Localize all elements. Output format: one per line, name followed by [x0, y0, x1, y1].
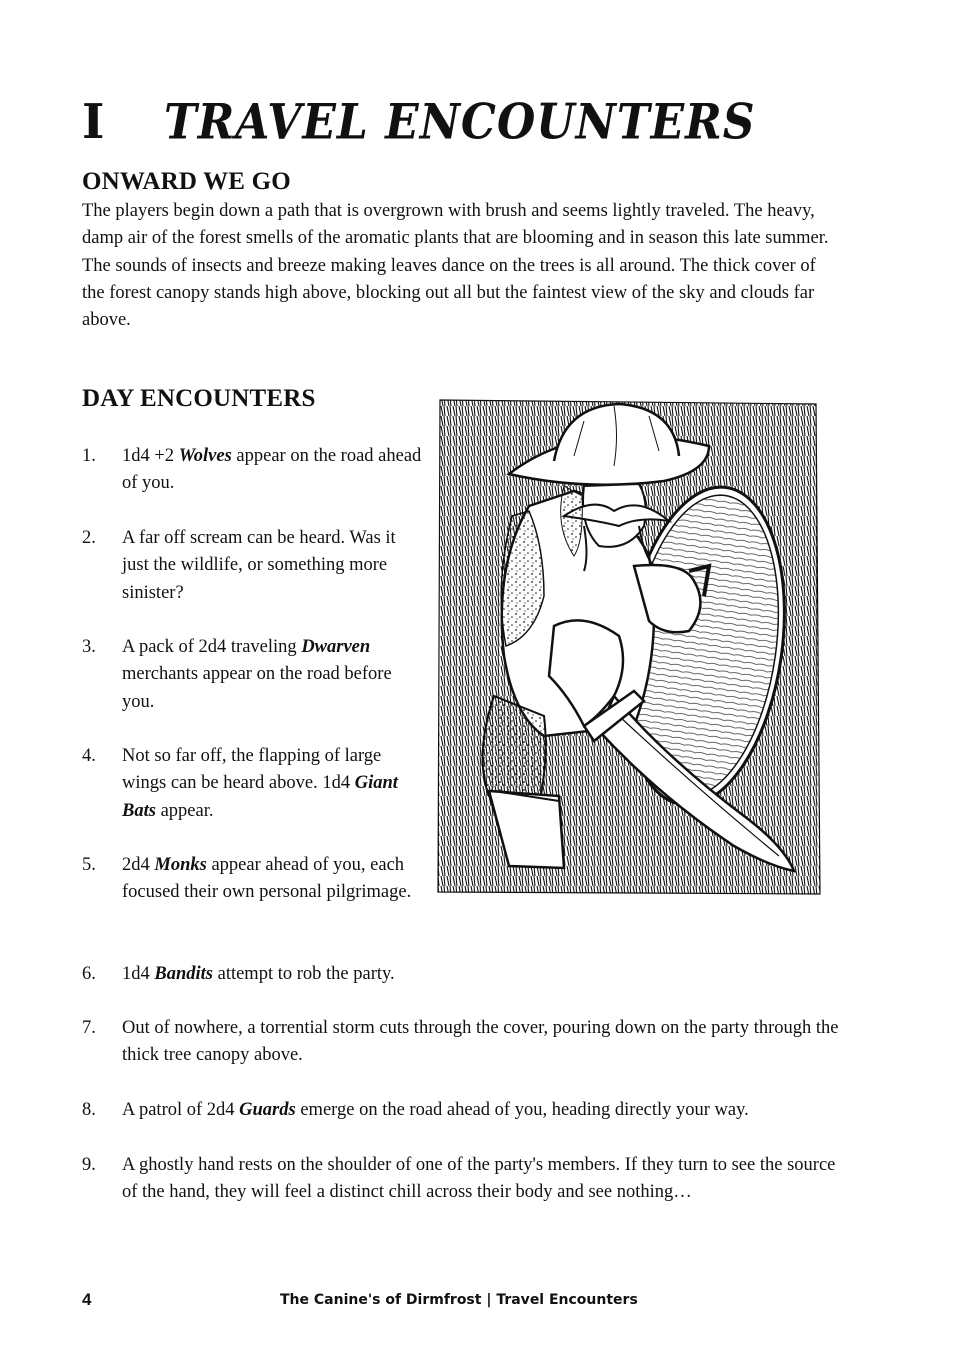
creature-name: Wolves — [178, 446, 232, 466]
list-number: 5. — [82, 855, 96, 875]
dwarf-warrior-illustration — [434, 396, 822, 898]
list-text: 2d4 Monks appear ahead of you, each focused their own personal pilgrimage. — [122, 855, 412, 903]
list-number: 7. — [82, 1018, 96, 1038]
list-text: 1d4 +2 Wolves appear on the road ahead of you. — [122, 446, 422, 494]
list-number: 1. — [82, 446, 96, 466]
section-heading-day-encounters: DAY ENCOUNTERS — [82, 385, 316, 412]
intro-paragraph: The players begin down a path that is overgrown with brush and seems lightly traveled. The heavy, damp air of the forest smells of the aromatic plants that are blooming and in season this late summer. The sounds of insects and breeze making leaves dance on the trees is all around. The thick cover of the forest canopy stands high above, blocking out all but the faintest view of the sky and clouds far above. — [82, 201, 829, 331]
list-number: 2. — [82, 528, 96, 548]
dwarf-leg — [483, 696, 546, 806]
list-number: 3. — [82, 637, 96, 657]
list-number: 9. — [82, 1155, 96, 1175]
list-text: 1d4 Bandits attempt to rob the party. — [122, 964, 395, 984]
list-number: 4. — [82, 746, 96, 766]
creature-name: Guards — [239, 1100, 296, 1120]
list-text: A pack of 2d4 traveling Dwarven merchants appear on the road before you. — [122, 637, 392, 712]
section-heading-onward: ONWARD WE GO — [82, 168, 291, 195]
chapter-number: I — [82, 94, 105, 150]
running-footer: The Canine's of Dirmfrost | Travel Encounters — [280, 1292, 638, 1308]
list-text: A ghostly hand rests on the shoulder of one of the party's members. If they turn to see the source of the hand, they will feel a distinct chill across their body and see nothing… — [122, 1155, 836, 1203]
creature-name: Bandits — [154, 964, 213, 984]
page-number: 4 — [82, 1290, 92, 1309]
list-number: 8. — [82, 1100, 96, 1120]
list-text: Out of nowhere, a torrential storm cuts through the cover, pouring down on the party through the thick tree canopy above. — [122, 1018, 839, 1066]
list-text: A patrol of 2d4 Guards emerge on the road ahead of you, heading directly your way. — [122, 1100, 749, 1120]
creature-name: Monks — [154, 855, 207, 875]
creature-name: Dwarven — [301, 637, 371, 657]
creature-name: Giant Bats — [122, 773, 398, 821]
chapter-title: TRAVEL ENCOUNTERS — [164, 93, 756, 151]
list-text: A far off scream can be heard. Was it just the wildlife, or something more sinister? — [122, 528, 396, 603]
list-text: Not so far off, the flapping of large wings can be heard above. 1d4 Giant Bats appear. — [122, 746, 398, 821]
chapter-heading — [82, 92, 756, 152]
list-number: 6. — [82, 964, 96, 984]
